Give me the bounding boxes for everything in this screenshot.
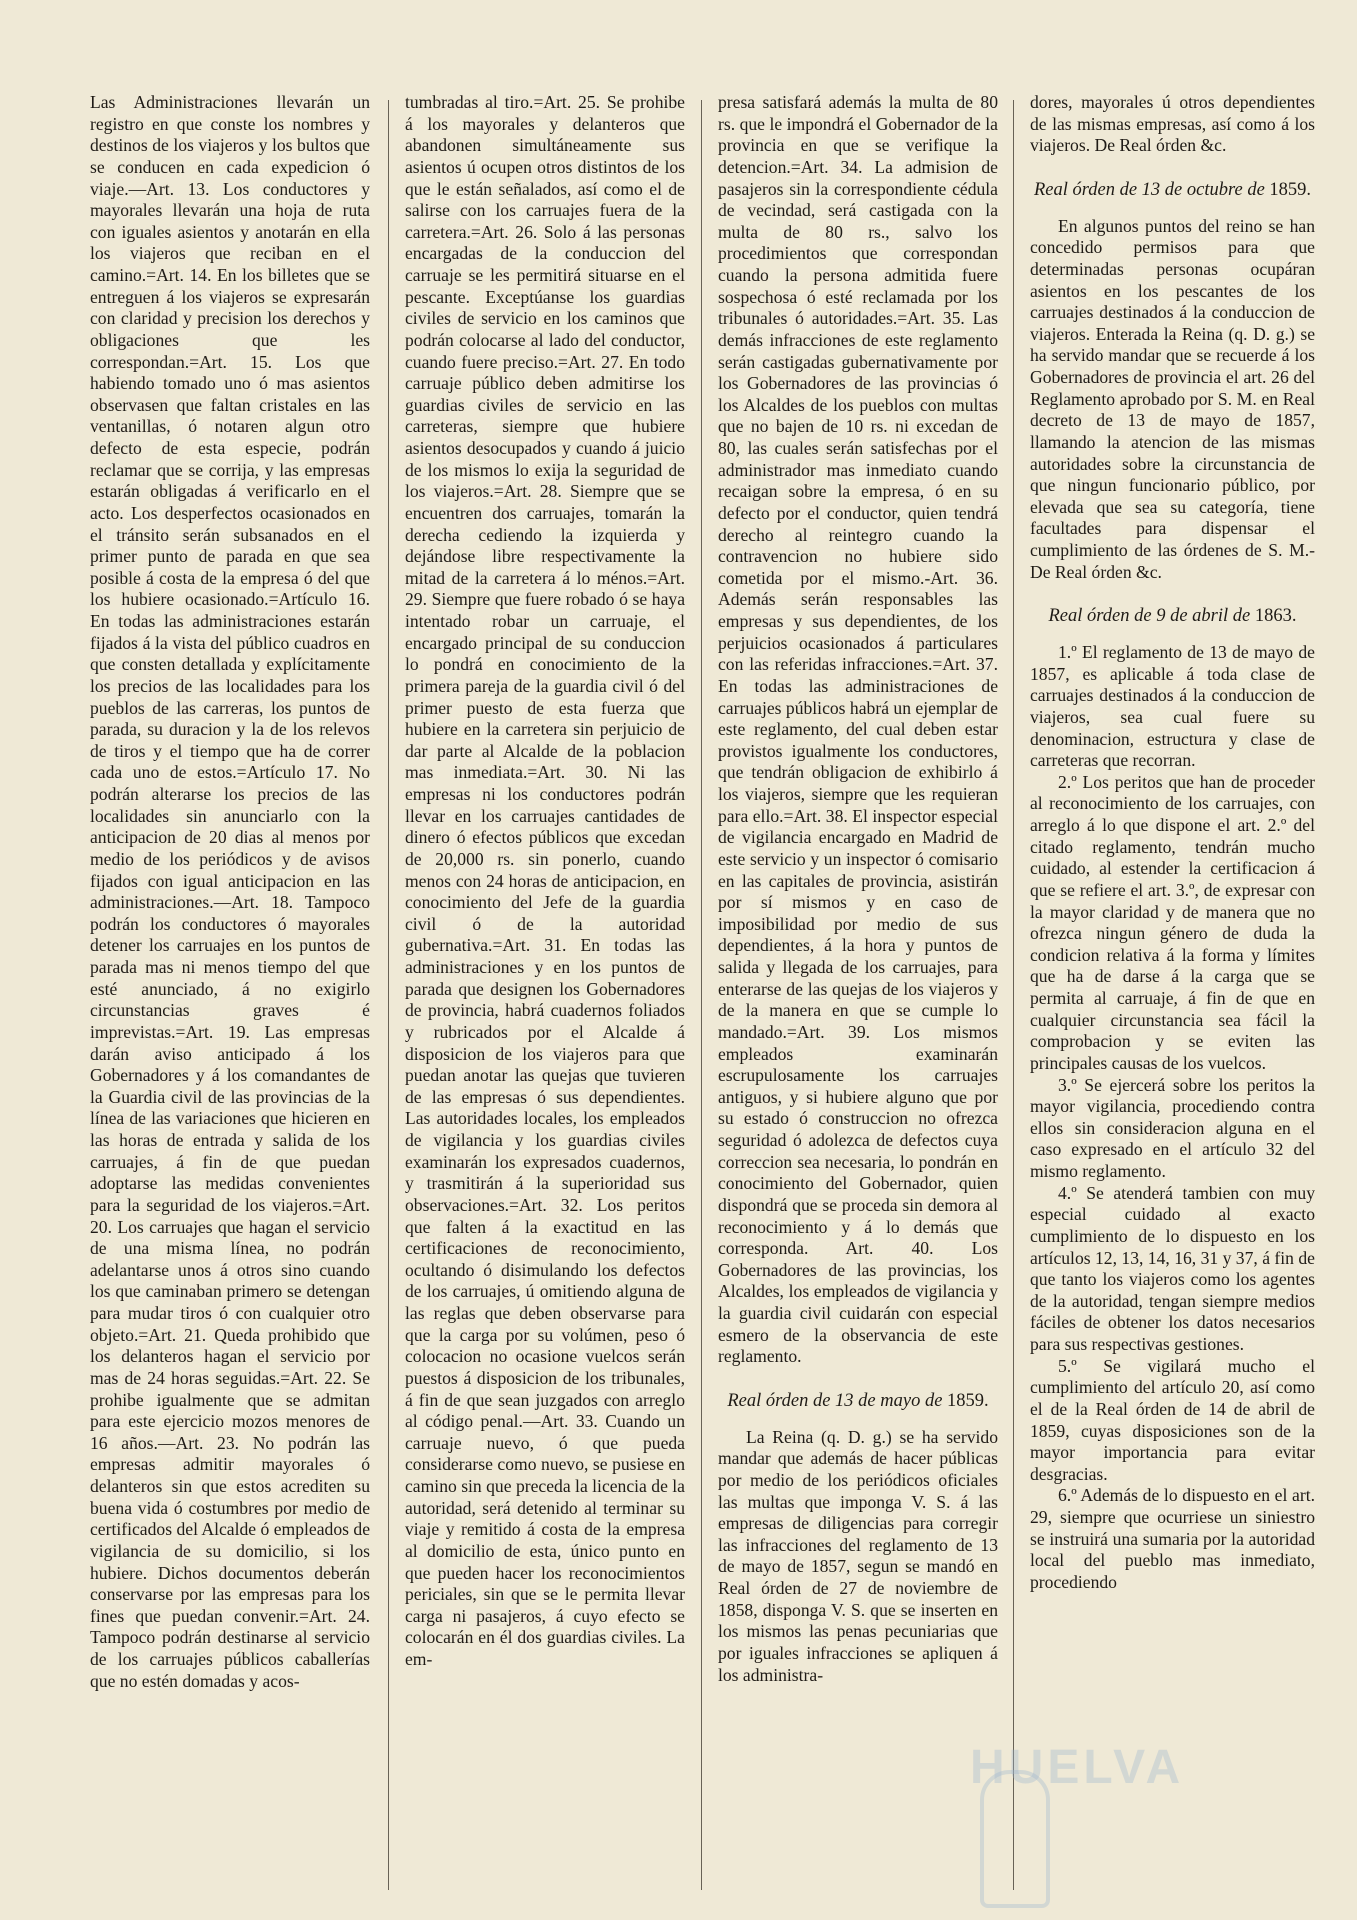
column-3	[718, 92, 998, 1686]
column-4	[1030, 92, 1315, 1594]
column-rule	[388, 100, 389, 1890]
column-rule	[701, 100, 702, 1890]
section-heading-may-1859	[718, 1390, 998, 1413]
numbered-item: 2.º Los peritos que han de proceder al reconocimiento de los carruajes, con arreglo á lo que dispone el art. 2.º del citado reglamento, tendrán mucho cuidado, al estender la certificacion á que se refiere el art. 3.º, de expresar con la mayor claridad y de manera que no ofrezca ningun género de duda la condicion relativa á la forma y límites que ha de darse á la carga que se permita al carruaje, á fin de que en cualquier circunstancia sea fácil la comprobacion y se eviten las principales causas de los vuelcos.	[1030, 771, 1315, 1073]
column-rule	[1013, 100, 1014, 1890]
numbered-item: 6.º Además de lo dispuesto en el art. 29, siempre que ocurriese un siniestro se instruirá una sumaria por la autoridad local del pueblo mas inmediato, procediendo	[1030, 1485, 1315, 1592]
numbered-item: 1.º El reglamento de 13 de mayo de 1857, es aplicable á toda clase de carruajes destinados á la conduccion de viajeros, sea cual fuere su denominacion, estructura y clase de carreteras que recorran.	[1030, 642, 1315, 771]
order-text: En algunos puntos del reino se han concedido permisos para que determinadas personas ocupáran asientos en los pescantes de los carruajes destinados á la conduccion de viajeros. Enterada la Reina (q. D. g.) se ha servido mandar que se recuerde á los Gobernadores de provincia el art. 26 del Reglamento aprobado por S. M. en Real decreto de 13 de mayo de 1857, llamando la atencion de las mismas autoridades sobre la circunstancia de que ningun funcionario público, por elevada que sea su categoría, tiene facultades para dispensar el cumplimiento de las órdenes de S. M.-De Real órden &c.	[1030, 215, 1315, 582]
section-heading-apr-1863	[1030, 605, 1315, 628]
column-1-text: Las Administraciones llevarán un registro en que conste los nombres y destinos de los viajeros y los bultos que se conducen en cada expedicion ó viaje.—Art. 13. Los conductores y mayorales llevarán una hoja de ruta con iguales asientos y anotarán en ella los viajeros que reciban en el camino.=Art. 14. En los billetes que se entreguen á los viajeros se expresarán con claridad y precision los derechos y obligaciones que les correspondan.=Art. 15. Los que habiendo tomado uno ó mas asientos observasen que faltan cristales en las ventanillas, ó notaren algun otro defecto de esta especie, podrán reclamar que se corrija, y las empresas estarán obligadas á verificarlo en el acto. Los desperfectos ocasionados en el tránsito serán subsanados en el primer punto de parada en que sea posible á costa de la empresa ó del que los hubiere ocasionado.=Artículo 16. En todas las administraciones estarán fijados á la vista del público cuadros en que consten detallada y explícitamente los precios de las localidades para los pueblos de las carreras, los puntos de parada, su duracion y la de los relevos de tiros y el tiempo que ha de correr cada uno de estos.=Artículo 17. No podrán alterarse los precios de las localidades sin anunciarlo con la anticipacion de 20 dias al menos por medio de los periódicos y de avisos fijados con igual anticipacion en las administraciones.—Art. 18. Tampoco podrán los conductores ó mayorales detener los carruajes en los puntos de parada mas ni menos tiempo del que esté anunciado, á no exigirlo circunstancias graves é imprevistas.=Art. 19. Las empresas darán aviso anticipado á los Gobernadores y á los comandantes de la Guardia civil de las provincias de la línea de las variaciones que hicieren en las horas de entrada y salida de los carruajes, á fin de que puedan adoptarse las medidas convenientes para la seguridad de los viajeros.=Art. 20. Los carruajes que hagan el servicio de una misma línea, no podrán adelantarse unos á otros sino cuando los que caminaban primero se detengan para mudar tiros ó con cualquier otro objeto.=Art. 21. Queda prohibido que los delanteros hagan el servicio por mas de 24 horas seguidas.=Art. 22. Se prohibe igualmente que se admitan para este ejercicio mozos menores de 16 años.—Art. 23. No podrán las empresas admitir mayorales ó delanteros sin que estos acrediten su buena vida ó costumbres por medio de certificados del Alcalde ó empleados de vigilancia de su domicilio, si los hubiere. Dichos documentos deberán conservarse por las empresas para los fines que puedan convenir.=Art. 24. Tampoco podrán destinarse al servicio de los carruajes públicos caballerías que no estén domadas y acos-	[90, 92, 370, 1691]
watermark: HUELVA	[970, 1741, 1185, 1794]
numbered-item: 4.º Se atenderá tambien con muy especial cuidado al exacto cumplimiento de lo dispuesto en los artículos 12, 13, 14, 16, 31 y 37, á fin de que tanto los viajeros como los agentes de la autoridad, tengan siempre medios fáciles de obtener los datos necesarios para sus respectivas gestiones.	[1030, 1182, 1315, 1354]
section-heading-oct-1859	[1030, 179, 1315, 202]
heading-year: 1859.	[1269, 179, 1312, 200]
heading-text: Real órden de 13 de octubre de	[1033, 179, 1265, 200]
numbered-item: 5.º Se vigilará mucho el cumplimiento del artículo 20, así como el de la Real órden de 14 de abril de 1859, cuyas disposiciones son de la mayor importancia para evitar desgracias.	[1030, 1355, 1315, 1484]
column-2	[405, 92, 685, 1671]
column-1	[90, 92, 370, 1692]
column-4-lead: dores, mayorales ú otros dependientes de las mismas empresas, así como á los viajeros. De Real órden &c.	[1030, 92, 1315, 156]
numbered-item: 3.º Se ejercerá sobre los peritos la mayor vigilancia, procediendo contra ellos sin consideracion alguna en el caso expresado en el artículo 32 del mismo reglamento.	[1030, 1074, 1315, 1181]
heading-year: 1863.	[1254, 606, 1297, 627]
order-text: La Reina (q. D. g.) se ha servido mandar que además de hacer públicas por medio de los periódicos oficiales las multas que imponga V. S. á las empresas de diligencias para corregir las infracciones del reglamento de 13 de mayo de 1857, segun se mandó en Real órden de 27 de noviembre de 1858, disponga V. S. que se inserten en los mismos las penas pecuniarias que por iguales infracciones se apliquen á los administra-	[718, 1426, 998, 1685]
column-3-text: presa satisfará además la multa de 80 rs. que le impondrá el Gobernador de la provincia en que se verifique la detencion.=Art. 34. La admision de pasajeros sin la correspondiente cédula de vecindad, será castigada con la multa de 80 rs., salvo los procedimientos que correspondan cuando la persona admitida fuere sospechosa ó esté reclamada por los tribunales ó autoridades.=Art. 35. Las demás infracciones de este reglamento serán castigadas gubernativamente por los Gobernadores de las provincias ó los Alcaldes de los pueblos con multas que no bajen de 10 rs. ni excedan de 80, las cuales serán satisfechas por el administrador mas inmediato cuando recaigan sobre la empresa, ó en su defecto por el conductor, quien tendrá derecho al reintegro cuando la contravencion no hubiere sido cometida por el mismo.-Art. 36. Además serán responsables las empresas y sus dependientes, de los perjuicios ocasionados á particulares con las referidas infracciones.=Art. 37. En todas las administraciones de carruajes públicos habrá un ejemplar de este reglamento, del cual deben estar provistos igualmente los conductores, que tendrán obligacion de exhibirlo á los viajeros, siempre que les requieran para ello.=Art. 38. El inspector especial de vigilancia encargado en Madrid de este servicio y un inspector ó comisario en las capitales de provincia, asistirán por sí mismos y en caso de imposibilidad por medio de sus dependientes, á la hora y puntos de salida y llegada de los carruajes, para enterarse de las quejas de los viajeros y de la manera en que se cumple lo mandado.=Art. 39. Los mismos empleados examinarán escrupulosamente los carruajes antiguos, y si hubiere alguno que por su estado ó construccion no ofrezca seguridad ó adolezca de defectos cuya correccion sea necesaria, lo pondrán en conocimiento del Gobernador, quien dispondrá que se proceda sin demora al reconocimiento y á lo demás que corresponda. Art. 40. Los Gobernadores de las provincias, los Alcaldes, los empleados de vigilancia y la guardia civil cuidarán con especial esmero de la observancia de este reglamento.	[718, 92, 998, 1367]
heading-text: Real órden de 13 de mayo de	[727, 1390, 943, 1411]
heading-text: Real órden de 9 de abril de	[1048, 606, 1251, 627]
column-2-text: tumbradas al tiro.=Art. 25. Se prohibe á los mayorales y delanteros que abandonen simultáneamente sus asientos ú ocupen otros distintos de los que le están señalados, así como el de salirse con los carruajes fuera de la carretera.=Art. 26. Solo á las personas encargadas de la conduccion del carruaje se les permitirá situarse en el pescante. Exceptúanse los guardias civiles de servicio en los caminos que podrán colocarse al lado del conductor, cuando fuere preciso.=Art. 27. En todo carruaje público deben admitirse los guardias civiles de servicio en las carreteras, siempre que hubiere asientos desocupados y cuando á juicio de los mismos lo exija la seguridad de los viajeros.=Art. 28. Siempre que se encuentren dos carruajes, tomarán la derecha cediendo la izquierda y dejándose libre respectivamente la mitad de la carretera á lo ménos.=Art. 29. Siempre que fuere robado ó se haya intentado robar un carruaje, el encargado principal de su conduccion lo pondrá en conocimiento de la primera pareja de la guardia civil ó del primer puesto de esta fuerza que hubiere en la carretera sin perjuicio de dar parte al Alcalde de la poblacion mas inmediata.=Art. 30. Ni las empresas ni los conductores podrán llevar en los carruajes cantidades de dinero ó efectos públicos que excedan de 20,000 rs. sin ponerlo, cuando menos con 24 horas de anticipacion, en conocimiento del Jefe de la guardia civil ó de la autoridad gubernativa.=Art. 31. En todas las administraciones y en los puntos de parada que designen los Gobernadores de provincia, habrá cuadernos foliados y rubricados por el Alcalde á disposicion de los viajeros para que puedan anotar las quejas que tuvieren de las empresas ó sus dependientes. Las autoridades locales, los empleados de vigilancia y los guardias civiles examinarán los expresados cuadernos, y trasmitirán á la superioridad sus observaciones.=Art. 32. Los peritos que falten á la exactitud en las certificaciones de reconocimiento, ocultando ó disimulando los defectos de los carruajes, ú omitiendo alguna de las reglas que deben observarse para que la carga por su volúmen, peso ó colocacion no ocasione vuelcos serán puestos á disposicion de los tribunales, á fin de que sean juzgados con arreglo al código penal.—Art. 33. Cuando un carruaje nuevo, ó que pueda considerarse como nuevo, se pusiese en camino sin que preceda la licencia de la autoridad, será detenido al terminar su viaje y remitido á costa de la empresa al domicilio de esta, único punto en que pueden hacer los reconocimientos periciales, sin que se le permita llevar carga ni pasajeros, á cuyo efecto se colocarán en él dos guardias civiles. La em-	[405, 92, 685, 1669]
heading-year: 1859.	[947, 1390, 989, 1411]
